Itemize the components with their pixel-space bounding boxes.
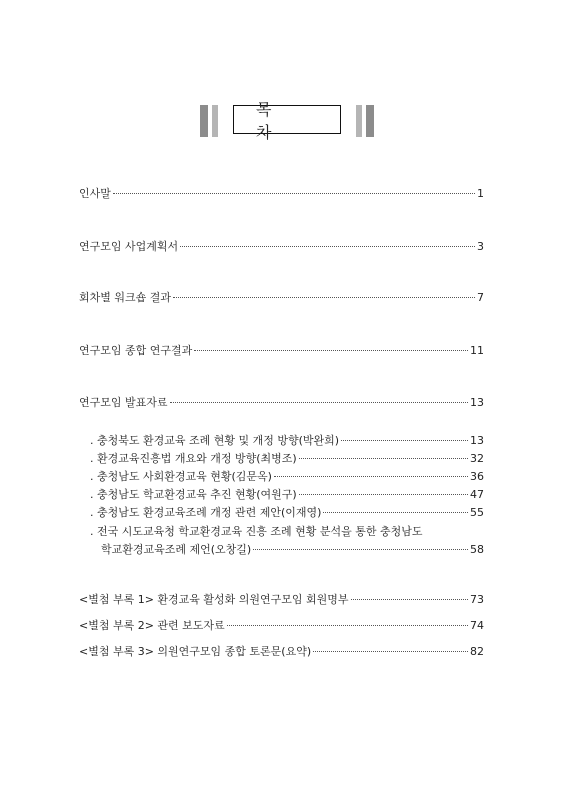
dot-leader [299,494,468,495]
dot-leader [341,440,468,441]
toc-sub-entry[interactable] [90,506,484,520]
toc-entry-page: 74 [470,619,484,632]
toc-entry-page: 82 [470,645,484,658]
toc-entry-label: <별첨 부록 3> 의원연구모임 종합 토론문(요약) [79,645,312,658]
toc-appendix-entry[interactable] [79,645,484,659]
toc-sub-entry[interactable] [90,452,484,466]
toc-entry-label: . 충청남도 사회환경교육 현황(김문옥) [90,470,272,483]
toc-sub-entry-line1[interactable]: . 전국 시도교육청 학교환경교육 진흥 조례 현황 분석을 통한 충청남도 [90,525,423,538]
dot-leader [173,297,475,298]
toc-sub-entry[interactable] [90,488,484,502]
title-bar-left-light [212,105,218,137]
dot-leader [323,512,468,513]
dot-leader [299,458,468,459]
toc-sub-entry[interactable] [90,470,484,484]
toc-entry[interactable] [79,396,484,410]
toc-entry-label: . 환경교육진흥법 개요와 개정 방향(최병조) [90,452,297,465]
dot-leader [113,193,475,194]
toc-entry[interactable] [79,240,484,254]
title-bar-right-dark [366,105,374,137]
toc-entry-label: 연구모임 사업계획서 [79,240,179,253]
toc-entry-label: <별첨 부록 1> 환경교육 활성화 의원연구모임 회원명부 [79,593,349,606]
toc-title-block [0,99,566,142]
toc-entry-page: 36 [470,470,484,483]
dot-leader [170,402,468,403]
toc-entry-page: 32 [470,452,484,465]
toc-entry[interactable] [79,344,484,358]
title-bar-right-light [356,105,362,137]
toc-entry-label: . 충청남도 학교환경교육 추진 현황(여원구) [90,488,297,501]
toc-sub-entry[interactable] [90,434,484,448]
toc-entry-page: 73 [470,593,484,606]
dot-leader [313,651,468,652]
toc-entry-label: . 충청남도 환경교육조례 개정 관련 제안(이재영) [90,506,322,519]
toc-entry[interactable] [79,291,484,305]
dot-leader [194,350,468,351]
toc-entry[interactable] [79,187,484,201]
toc-appendix-entry[interactable] [79,593,484,607]
toc-entry-page: 7 [477,291,484,304]
toc-entry-page: 11 [470,344,484,357]
toc-entry-page: 3 [477,240,484,253]
toc-entry-label: 학교환경교육조례 제언(오창길) [101,543,252,556]
title-bar-left-dark [200,105,208,137]
toc-appendix-entry[interactable] [79,619,484,633]
toc-entry-label: 인사말 [79,187,111,200]
toc-entry-page: 13 [470,396,484,409]
toc-entry-label: . 충청북도 환경교육 조례 현황 및 개정 방향(박완희) [90,434,340,447]
toc-entry-page: 47 [470,488,484,501]
toc-entry-page: 13 [470,434,484,447]
dot-leader [274,476,468,477]
dot-leader [253,549,468,550]
toc-entry-label: 연구모임 종합 연구결과 [79,344,193,357]
toc-entry-page: 55 [470,506,484,519]
toc-entry-page: 1 [477,187,484,200]
dot-leader [180,246,475,247]
dot-leader [227,625,468,626]
dot-leader [351,599,468,600]
toc-entry-label: <별첨 부록 2> 관련 보도자료 [79,619,225,632]
toc-sub-entry[interactable] [101,543,484,557]
toc-entry-label: 연구모임 발표자료 [79,396,168,409]
toc-entry-label: 회차별 워크숍 결과 [79,291,172,304]
toc-title: 목 차 [233,105,341,134]
toc-entry-page: 58 [470,543,484,556]
